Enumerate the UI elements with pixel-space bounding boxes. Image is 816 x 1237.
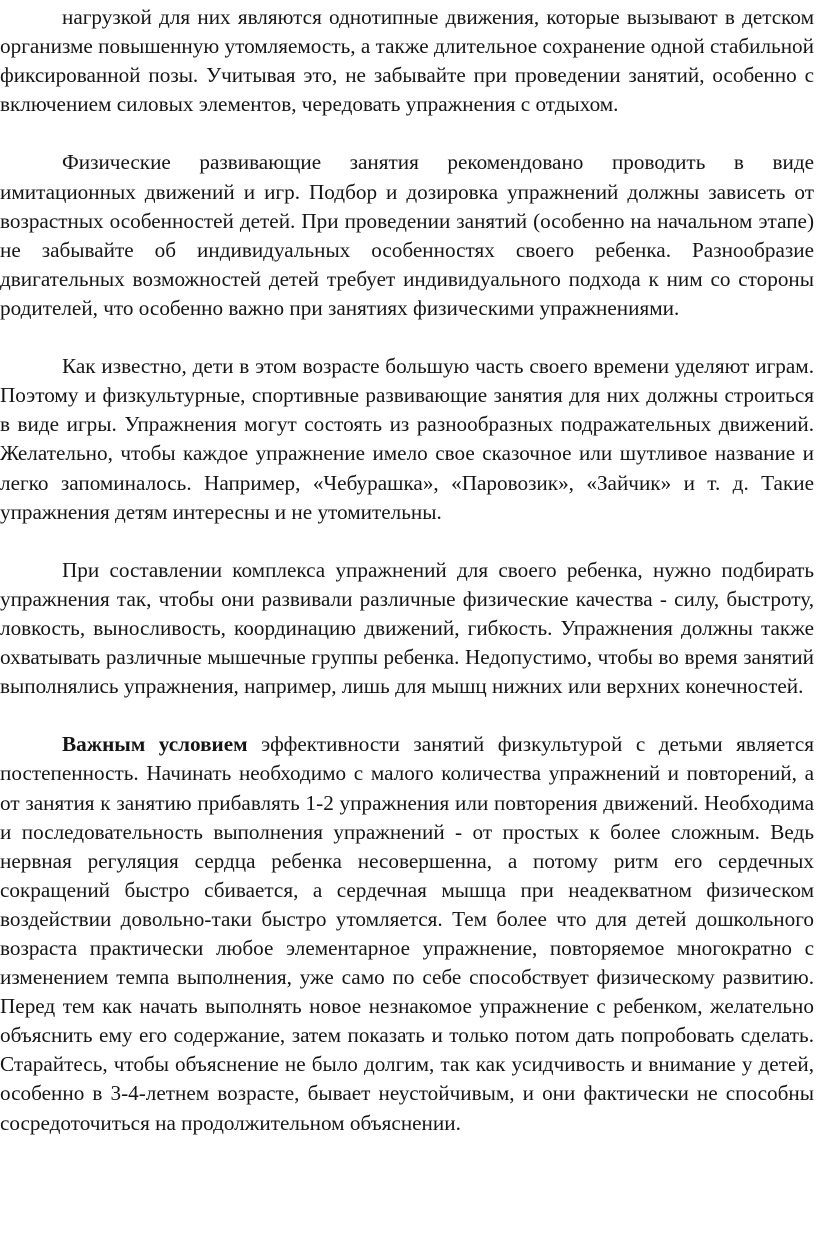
emphasis-important-condition: Важным условием bbox=[62, 732, 248, 757]
paragraph-rest-and-load bbox=[0, 3, 814, 119]
paragraph-exercise-complex bbox=[0, 556, 814, 701]
paragraph-gradualness bbox=[0, 730, 814, 1137]
paragraph-text: эффективности занятий физкультурой с детьми является постепенность. Начинать необходимо с малого количества упражнений и повторений, а от занятия к занятию прибавлять 1-2 упражнения или повторения движений. Необходима и последовательность выполнения упражнений - от простых к более сложным. Ведь нервная регуляция сердца ребенка несовершенна, а потому ритм его сердечных сокращений быстро сбивается, а сердечная мышца при неадекватном физическом воздействии довольно-таки быстро утомляется. Тем более что для детей дошкольного возраста практически любое элементарное упражнение, повторяемое многократно с изменением темпа выполнения, уже само по себе способствует физическому развитию. Перед тем как начать выполнять новое незнакомое упражнение с ребенком, желательно объяснить ему его содержание, затем показать и только потом дать попробовать сделать. Старайтесь, чтобы объяснение не было долгим, так как усидчивость и внимание у детей, особенно в 3-4-летнем возрасте, бывает неустойчивым, и они фактически не способны сосредоточиться на продолжительном объяснении. bbox=[0, 732, 814, 1135]
paragraph-text: нагрузкой для них являются однотипные движения, которые вызывают в детском организме повышенную утомляемость, а также длительное сохранение одной стабильной фиксированной позы. Учитывая это, не забывайте при проведении занятий, особенно с включением силовых элементов, чередовать упражнения с отдыхом. bbox=[0, 5, 814, 117]
paragraph-imitation-games bbox=[0, 148, 814, 323]
document-body bbox=[0, 3, 814, 1138]
paragraph-text: Как известно, дети в этом возрасте большую часть своего времени уделяют играм. Поэтому и физкультурные, спортивные развивающие занятия для них должны строиться в виде игры. Упражнения могут состоять из разнообразных подражательных движений. Желательно, чтобы каждое упражнение имело свое сказочное или шутливое название и легко запоминалось. Например, «Чебурашка», «Паровозик», «Зайчик» и т. д. Такие упражнения детям интересны и не утомительны. bbox=[0, 354, 814, 524]
paragraph-text: При составлении комплекса упражнений для своего ребенка, нужно подбирать упражнения так, чтобы они развивали различные физические качества - силу, быстроту, ловкость, выносливость, координацию движений, гибкость. Упражнения должны также охватывать различные мышечные группы ребенка. Недопустимо, чтобы во время занятий выполнялись упражнения, например, лишь для мышц нижних или верхних конечностей. bbox=[0, 557, 814, 699]
paragraph-play-exercises bbox=[0, 352, 814, 527]
paragraph-text: Физические развивающие занятия рекомендовано проводить в виде имитационных движений и игр. Подбор и дозировка упражнений должны зависеть от возрастных особенностей детей. При проведении занятий (особенно на начальном этапе) не забывайте об индивидуальных особенностях своего ребенка. Разнообразие двигательных возможностей детей требует индивидуального подхода к ним со стороны родителей, что особенно важно при занятиях физическими упражнениями. bbox=[0, 150, 814, 320]
